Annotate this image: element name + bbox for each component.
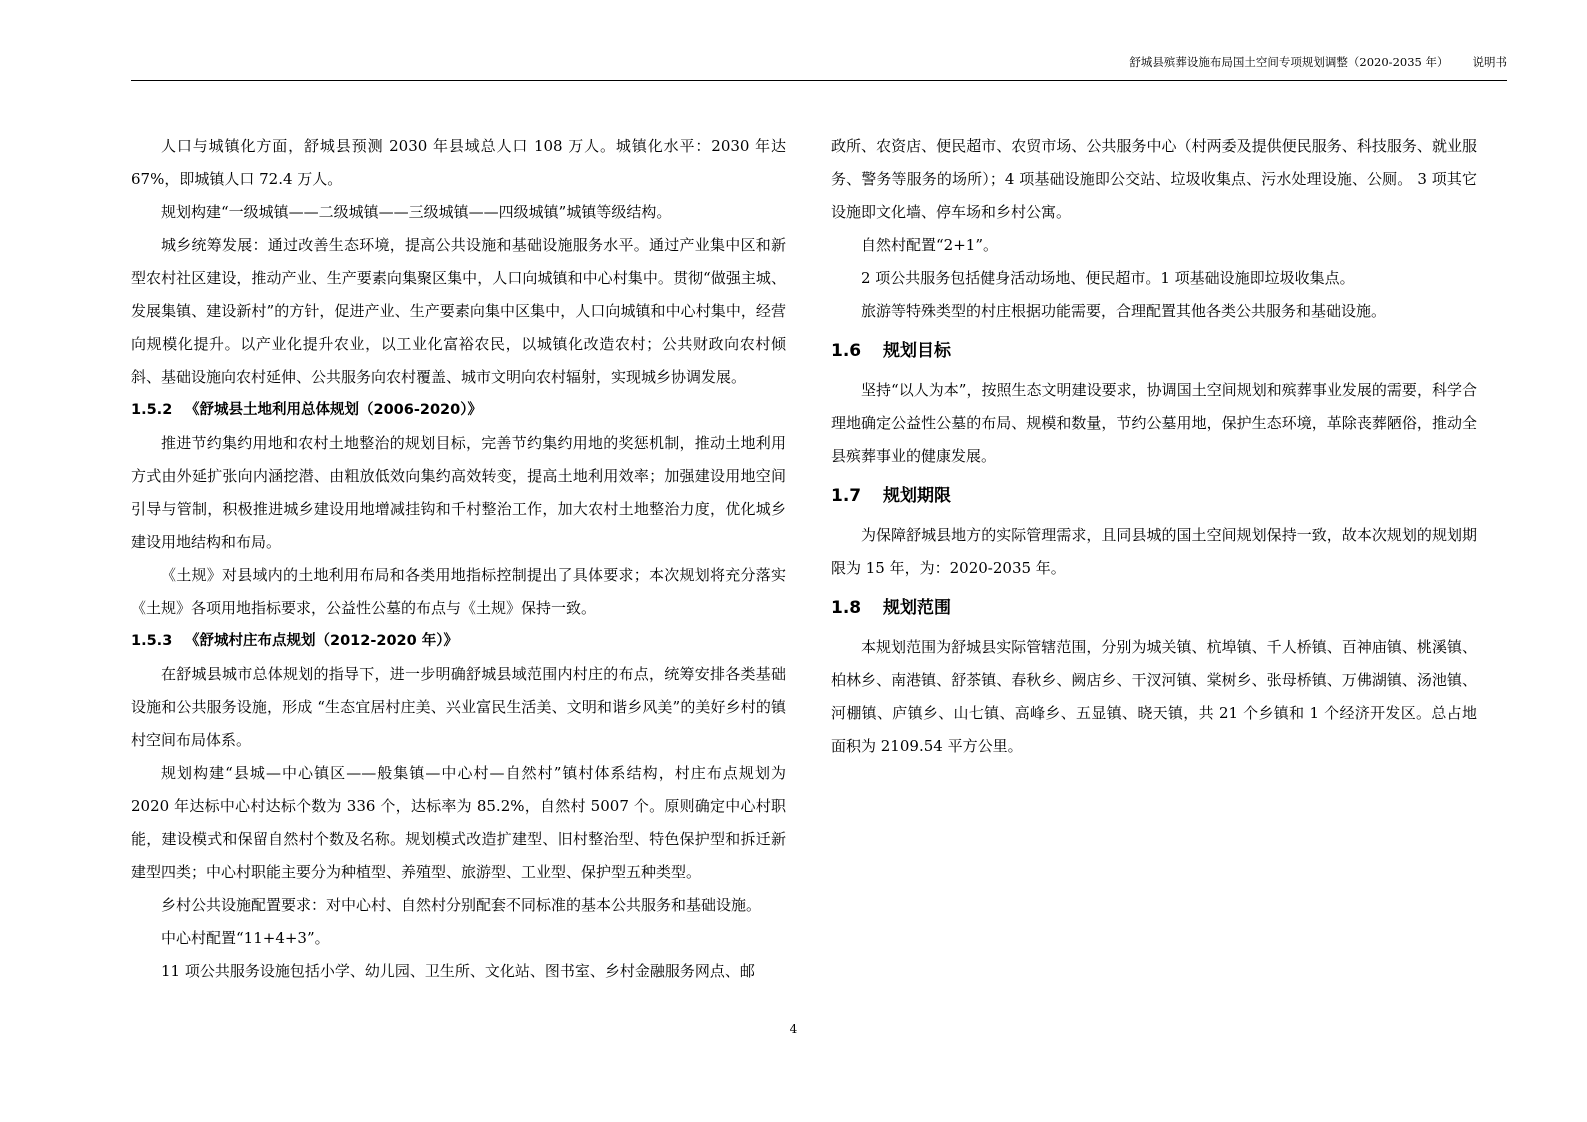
section-title: 规划目标	[883, 341, 951, 361]
paragraph: 11 项公共服务设施包括小学、幼儿园、卫生所、文化站、图书室、乡村金融服务网点、邮	[161, 962, 755, 980]
section-heading-1-5-2	[131, 394, 786, 427]
section-title: 规划范围	[883, 598, 951, 618]
paragraph: 规划构建“一级城镇——二级城镇——三级城镇——四级城镇”城镇等级结构。	[161, 203, 672, 221]
paragraph: 本规划范围为舒城县实际管辖范围，分别为城关镇、杭埠镇、千人桥镇、百神庙镇、桃溪镇、柏林乡、南港镇、舒茶镇、春秋乡、阙店乡、干汊河镇、棠树乡、张母桥镇、万佛湖镇、汤池镇、河棚镇、庐镇乡、山七镇、高峰乡、五显镇、晓天镇，共 21 个乡镇和 1 个经济开发区。总占地面积为 2109.54 平方公里。	[831, 638, 1477, 755]
right-column	[831, 130, 1477, 763]
paragraph: 城乡统筹发展：通过改善生态环境，提高公共设施和基础设施服务水平。通过产业集中区和新型农村社区建设，推动产业、生产要素向集聚区集中，人口向城镇和中心村集中。贯彻“做强主城、发展集镇、建设新村”的方针，促进产业、生产要素向集中区集中，人口向城镇和中心村集中，经营向规模化提升。以产业化提升农业，以工业化富裕农民，以城镇化改造农村；公共财政向农村倾斜、基础设施向农村延伸、公共服务向农村覆盖、城市文明向农村辐射，实现城乡协调发展。	[131, 236, 786, 386]
paragraph: 中心村配置“11+4+3”。	[161, 929, 330, 947]
paragraph: 乡村公共设施配置要求：对中心村、自然村分别配套不同标准的基本公共服务和基础设施。	[161, 896, 762, 914]
section-heading-1-7	[831, 473, 1477, 519]
paragraph: 《土规》对县域内的土地利用布局和各类用地指标控制提出了具体要求；本次规划将充分落实《土规》各项用地指标要求，公益性公墓的布点与《土规》保持一致。	[131, 566, 786, 617]
section-title: 《舒城村庄布点规划（2012-2020 年）》	[185, 633, 459, 649]
document-type: 说明书	[1472, 55, 1507, 69]
section-heading-1-5-3	[131, 625, 786, 658]
paragraph: 为保障舒城县地方的实际管理需求，且同县城的国土空间规划保持一致，故本次规划的规划期限为 15 年，为：2020-2035 年。	[831, 526, 1477, 577]
page-number: 4	[789, 1022, 798, 1036]
paragraph-continued: 政所、农资店、便民超市、农贸市场、公共服务中心（村两委及提供便民服务、科技服务、就业服务、警务等服务的场所）；4 项基础设施即公交站、垃圾收集点、污水处理设施、公厕。 3 项其它设施即文化墙、停车场和乡村公寓。	[831, 137, 1477, 221]
section-heading-1-8	[831, 585, 1477, 631]
paragraph: 人口与城镇化方面，舒城县预测 2030 年县域总人口 108 万人。城镇化水平：2030 年达 67%，即城镇人口 72.4 万人。	[131, 137, 786, 188]
section-title: 《舒城县土地利用总体规划（2006-2020）》	[185, 402, 482, 418]
paragraph: 规划构建“县城—中心镇区——般集镇—中心村—自然村”镇村体系结构，村庄布点规划为 2020 年达标中心村达标个数为 336 个，达标率为 85.2%，自然村 5007 个。原则确定中心村职能，建设模式和保留自然村个数及名称。规划模式改造扩建型、旧村整治型、特色保护型和拆迁新建型四类；中心村职能主要分为种植型、养殖型、旅游型、工业型、保护型五种类型。	[131, 764, 786, 881]
paragraph: 坚持“以人为本”，按照生态文明建设要求，协调国土空间规划和殡葬事业发展的需要，科学合理地确定公益性公墓的布局、规模和数量，节约公墓用地，保护生态环境，革除丧葬陋俗，推动全县殡葬事业的健康发展。	[831, 381, 1477, 465]
paragraph: 自然村配置“2+1”。	[861, 236, 998, 254]
section-number: 1.5.3	[131, 633, 173, 649]
paragraph: 旅游等特殊类型的村庄根据功能需要，合理配置其他各类公共服务和基础设施。	[861, 302, 1387, 320]
document-title: 舒城县殡葬设施布局国土空间专项规划调整（2020-2035 年）	[1129, 55, 1449, 69]
page-header	[131, 54, 1507, 81]
section-number: 1.8	[831, 598, 862, 618]
section-title: 规划期限	[883, 486, 951, 506]
left-column	[131, 130, 786, 988]
paragraph: 在舒城县城市总体规划的指导下，进一步明确舒城县域范围内村庄的布点，统筹安排各类基础设施和公共服务设施，形成 “生态宜居村庄美、兴业富民生活美、文明和谐乡风美”的美好乡村的镇村空间布局体系。	[131, 665, 786, 749]
paragraph: 推进节约集约用地和农村土地整治的规划目标，完善节约集约用地的奖惩机制，推动土地利用方式由外延扩张向内涵挖潜、由粗放低效向集约高效转变，提高土地利用效率；加强建设用地空间引导与管制，积极推进城乡建设用地增减挂钩和千村整治工作，加大农村土地整治力度，优化城乡建设用地结构和布局。	[131, 434, 786, 551]
section-number: 1.6	[831, 341, 862, 361]
paragraph: 2 项公共服务包括健身活动场地、便民超市。1 项基础设施即垃圾收集点。	[861, 269, 1355, 287]
section-number: 1.5.2	[131, 402, 173, 418]
section-heading-1-6	[831, 328, 1477, 374]
section-number: 1.7	[831, 486, 862, 506]
